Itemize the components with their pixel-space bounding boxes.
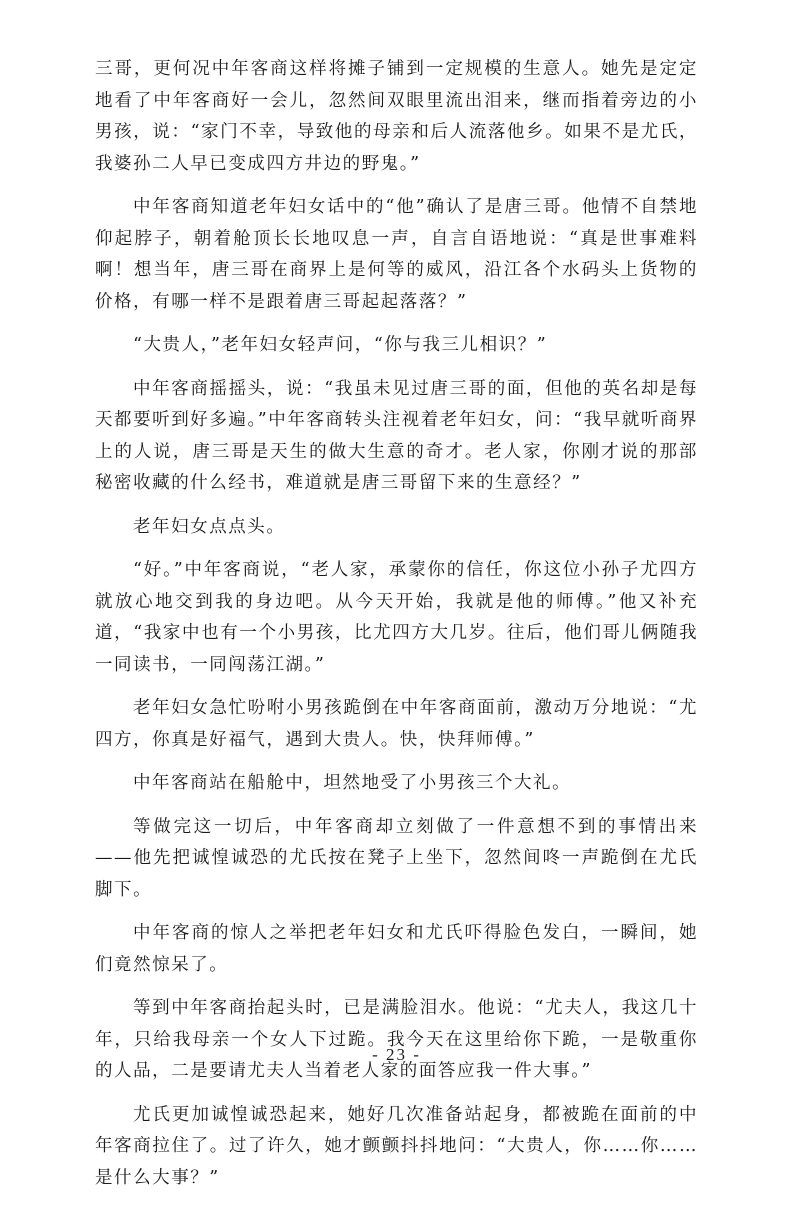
paragraph-10: 中年客商的惊人之举把老年妇女和尤氏吓得脸色发白，一瞬间，她们竟然惊呆了。 — [95, 923, 698, 975]
paragraph-8: 中年客商站在船舱中，坦然地受了小男孩三个大礼。 — [133, 773, 572, 793]
paragraph-6: “好。”中年客商说，“老人家，承蒙你的信任，你这位小孙子尤四方就放心地交到我的身边吧。从今天开始，我就是他的师傅。”他又补充道，“我家中也有一个小男孩，比尤四方大几岁。往后，他们哥儿俩随我一同读书，一同闯荡江湖。” — [95, 560, 698, 675]
paragraph-5: 老年妇女点点头。 — [133, 516, 286, 537]
paragraph-4: 中年客商摇摇头，说：“我虽未见过唐三哥的面，但他的英名却是每天都要听到好多遍。”中年客商转头注视着老年妇女，问：“我早就听商界上的人说，唐三哥是天生的做大生意的奇才。老人家，你刚才说的那部秘密收藏的什么经书，难道就是唐三哥留下来的生意经？” — [95, 378, 698, 493]
paragraph-1: 三哥，更何况中年客商这样将摊子铺到一定规模的生意人。她先是定定地看了中年客商好一会儿，忽然间双眼里流出泪来，继而指着旁边的小男孩，说：“家门不幸，导致他的母亲和后人流落他乡。如果不是尤氏，我婆孙二人早已变成四方井边的野鬼。” — [95, 59, 698, 174]
paragraph-2: 中年客商知道老年妇女话中的“他”确认了是唐三哥。他情不自禁地仰起脖子，朝着舱顶长长地叹息一声，自言自语地说：“真是世事难料啊！想当年，唐三哥在商界上是何等的威风，沿江各个水码头上货物的价格，有哪一样不是跟着唐三哥起起落落？” — [95, 197, 698, 312]
paragraph-12: 尤氏更加诚惶诚恐起来，她好几次准备站起身，都被跪在面前的中年客商拉住了。过了许久，她才颤颤抖抖地问：“大贵人，你……你……是什么大事？” — [95, 1104, 698, 1188]
paragraph-9: 等做完这一切后，中年客商却立刻做了一件意想不到的事情出来——他先把诚惶诚恐的尤氏按在凳子上坐下，忽然间咚一声跪倒在尤氏脚下。 — [95, 816, 698, 900]
paragraph-3: “大贵人，”老年妇女轻声问，“你与我三儿相识？” — [133, 335, 548, 355]
paragraph-11: 等到中年客商抬起头时，已是满脸泪水。他说：“尤夫人，我这几十年，只给我母亲一个女人下过跪。我今天在这里给你下跪，一是敬重你的人品，二是要请尤夫人当着老人家的面答应我一件大事。” — [95, 998, 698, 1081]
page-number: - 23 - — [372, 1045, 421, 1064]
page-body — [95, 54, 698, 1206]
paragraph-7: 老年妇女急忙吩咐小男孩跪倒在中年客商面前，激动万分地说：“尤四方，你真是好福气，遇到大贵人。快，快拜师傅。” — [95, 698, 698, 750]
